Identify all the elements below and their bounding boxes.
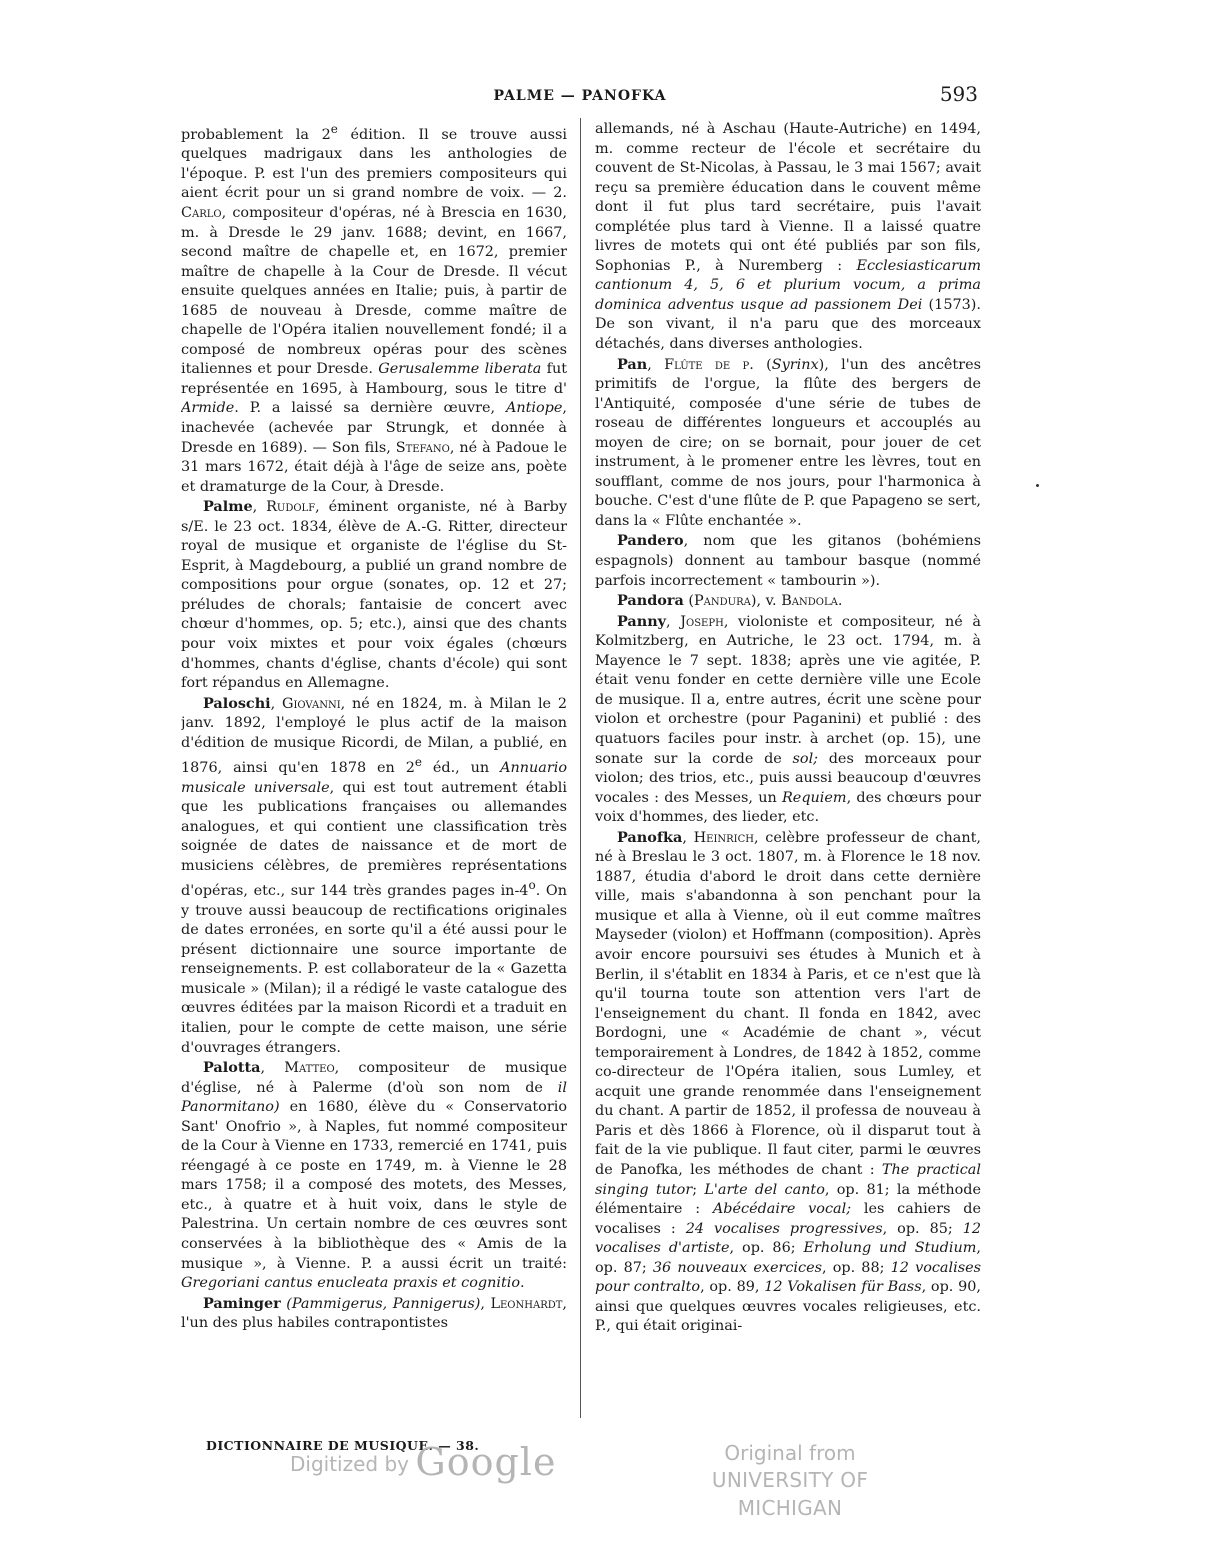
scan-speck <box>1036 484 1039 487</box>
entry-palme: Palme, Rudolf, éminent organiste, né à Barby s/E. le 23 oct. 1834, élève de A.-G. Ritter, directeur royal de musique et organiste de l'église du St-Esprit, à Magdebourg, a publié un grand nombre de compositions pour orgue (sonates, op. 12 et 27; préludes de chorals; fantaisie de concert avec chœur d'hommes, op. 5; etc.), ainsi que des chants pour voix mixtes et pour voix égales (chœurs d'hommes, chants d'église, chants d'école) qui sont fort répandus en Allemagne. <box>181 498 567 692</box>
signature-mark: DICTIONNAIRE DE MUSIQUE. — 38. <box>206 1438 480 1453</box>
headword: Palme <box>203 498 253 516</box>
entry-paminger: Paminger (Pammigerus, Pannigerus), Leonhardt, l'un des plus habiles contrapontistes <box>181 1294 567 1332</box>
entry-palotta: Palotta, Matteo, compositeur de musique d'église, né à Palerme (d'où son nom de il Panormitano) en 1680, élève du « Conservatorio Sant' Onofrio », à Naples, fut nommé compositeur de la Cour à Vienne en 1733, remercié en 1741, puis réengagé à ce poste en 1749, m. à Vienne le 28 mars 1758; il a composé des motets, des Messes, etc., à quatre et à huit voix, dans le style de Palestrina. Un certain nombre de ces œuvres sont conservées à la bibliothèque des « Amis de la musique », à Vienne. P. a aussi écrit un traité: Gregoriani cantus enucleata praxis et cognitio. <box>181 1059 567 1292</box>
page-number: 593 <box>939 82 978 106</box>
university-text: UNIVERSITY OF MICHIGAN <box>711 1468 869 1520</box>
original-from-watermark <box>660 1440 920 1522</box>
headword: Panofka <box>617 828 683 846</box>
digitized-by-watermark <box>290 1440 556 1484</box>
entry-pan: Pan, Flûte de p. (Syrinx), l'un des ancêtres primitifs de l'orgue, la flûte des bergers de l'Antiquité, composée d'une série de tubes de roseau de différentes longueurs et accouplés au moyen de cire; on se bornait, pour jouer de cet instrument, à le promener entre les lèvres, tout en soufflant, comme de nos jours, pour l'harmonica à bouche. C'est d'une flûte de P. que Papageno se sert, dans la « Flûte enchantée ». <box>595 355 981 529</box>
entry-panofka: Panofka, Heinrich, celèbre professeur de chant, né à Breslau le 3 oct. 1807, m. à Florence le 18 nov. 1887, étudia d'abord le droit dans cette dernière ville, mais s'abandonna à son penchant pour la musique et alla à Vienne, où il eut comme maîtres Mayseder (violon) et Hoffmann (composition). Après avoir encore poursuivi ses études à Munich et à Berlin, il s'établit en 1834 à Paris, et ce n'est que là qu'il tourna toute son attention vers l'art de l'enseignement du chant. Il fonda en 1842, avec Bordogni, une « Académie de chant », vécut temporairement à Londres, de 1842 à 1852, comme co-directeur de l'Opéra italien, sous Lumley, et acquit une grande renommée dans l'enseignement du chant. A partir de 1852, il professa de nouveau à Paris et dès 1866 à Florence, où il disparut tout à fait de la vie publique. Il faut citer, parmi le œuvres de Panofka, les méthodes de chant : The practical singing tutor; L'arte del canto, op. 81; la méthode élémentaire : Abécédaire vocal; les cahiers de vocalises : 24 vocalises progressives, op. 85; 12 vocalises d'artiste, op. 86; Erholung und Studium, op. 87; 36 nouveaux exercices, op. 88; 12 vocalises pour contralto, op. 89, 12 Vokalisen für Bass, op. 90, ainsi que quelques œuvres vocales religieuses, etc. P., qui était originai- <box>595 828 981 1335</box>
headword: Paminger <box>203 1294 281 1312</box>
entry-continuation-paminger: allemands, né à Aschau (Haute-Autriche) en 1494, m. comme recteur de l'école et secrétaire du couvent de St-Nicolas, à Passau, le 3 mai 1567; avait reçu sa première éducation dans le couvent même dont il fut plus tard secrétaire, puis l'avait complétée plus tard à Vienne. Il a laissé quatre livres de motets qui ont été publiés par son fils, Sophonias P., à Nuremberg : Ecclesiasticarum cantionum 4, 5, 6 et plurium vocum, a prima dominica adventus usque ad passionem Dei (1573). De son vivant, il n'a paru que des morceaux détachés, dans diverses anthologies. <box>595 121 981 353</box>
entry-pandero: Pandero, nom que les gitanos (bohémiens espagnols) donnent au tambour basque (nommé parfois incorrectement « tambourin »). <box>595 532 981 589</box>
entry-pandora: Pandora (Pandura), v. Bandola. <box>617 592 843 610</box>
google-logo: Google <box>415 1440 557 1484</box>
headword: Palotta <box>203 1059 261 1077</box>
digitized-by-text: Digitized by <box>290 1452 409 1476</box>
entry-panny: Panny, Joseph, violoniste et compositeur, né à Kolmitzberg, en Autriche, le 23 oct. 1794, m. à Mayence le 7 sept. 1838; après une vie agitée, P. était venu fonder en cette dernière ville une Ecole de musique. Il a, entre autres, écrit une scène pour violon et orchestre (pour Paganini) et publié : des quatuors faciles pour instr. à archet (op. 15), une sonate sur la corde de sol; des morceaux pour violon; des trios, etc., puis aussi beaucoup d'œuvres vocales : des Messes, un Requiem, des chœurs pour voix d'hommes, des lieder, etc. <box>595 612 981 826</box>
entry-paloschi: Paloschi, Giovanni, né en 1824, m. à Milan le 2 janv. 1892, l'employé le plus actif de la maison d'édition de musique Ricordi, de Milan, a publié, en 1876, ainsi qu'en 1878 en 2e éd., un Annuario musicale universale, qui est tout autrement établi que les publications françaises ou allemandes analogues, et qui contient une classification très soignée de dates de naissance et de mort de musiciens célèbres, de premières représentations d'opéras, etc., sur 144 très grandes pages in-4$^o$. On y trouve aussi beaucoup de rectifications originales de dates erronées, en sorte qu'il a été aussi pour le présent dictionnaire une source importante de renseignements. P. est collaborateur de la « Gazetta musicale » (Milan); il a rédigé le vaste catalogue des œuvres éditées par la maison Ricordi et a traduit en italien, pour le compte de cette maison, une série d'ouvrages étrangers. <box>181 694 567 1056</box>
headword: Paloschi <box>203 694 271 712</box>
headword: Pan <box>617 355 648 373</box>
right-column <box>595 120 981 1425</box>
original-from-text: Original from <box>724 1441 856 1465</box>
headword: Pandero <box>617 532 684 550</box>
page-header <box>180 82 980 112</box>
headword: Panny <box>617 612 667 630</box>
left-column <box>181 120 567 1425</box>
entry-continuation-palma: probablement la 2e édition. Il se trouve aussi quelques madrigaux dans les anthologies de l'époque. P. est l'un des premiers compositeurs qui aient écrit pour un si grand nombre de voix. — 2. Carlo, compositeur d'opéras, né à Brescia en 1630, m. à Dresde le 29 janv. 1688; devint, en 1667, second maître de chapelle et, en 1672, premier maître de chapelle à la Cour de Dresde. Il vécut ensuite quelques années en Italie; puis, à partir de 1685 de nouveau à Dresde, comme maître de chapelle de l'Opéra italien nouvellement fondé; il a composé de nombreux opéras pour des scènes italiennes et pour Dresde. Gerusalemme liberata fut représentée en 1695, à Hambourg, sous le titre d' Armide. P. a laissé sa dernière œuvre, Antiope, inachevée (achevée par Strungk, et donnée à Dresde en 1689). — Son fils, Stefano, né à Padoue le 31 mars 1672, était déjà à l'âge de seize ans, poète et dramaturge de la Cour, à Dresde. <box>181 122 567 495</box>
running-head: PALME — PANOFKA <box>493 88 667 104</box>
headword: Pandora <box>617 592 684 610</box>
column-rule <box>580 118 581 1418</box>
